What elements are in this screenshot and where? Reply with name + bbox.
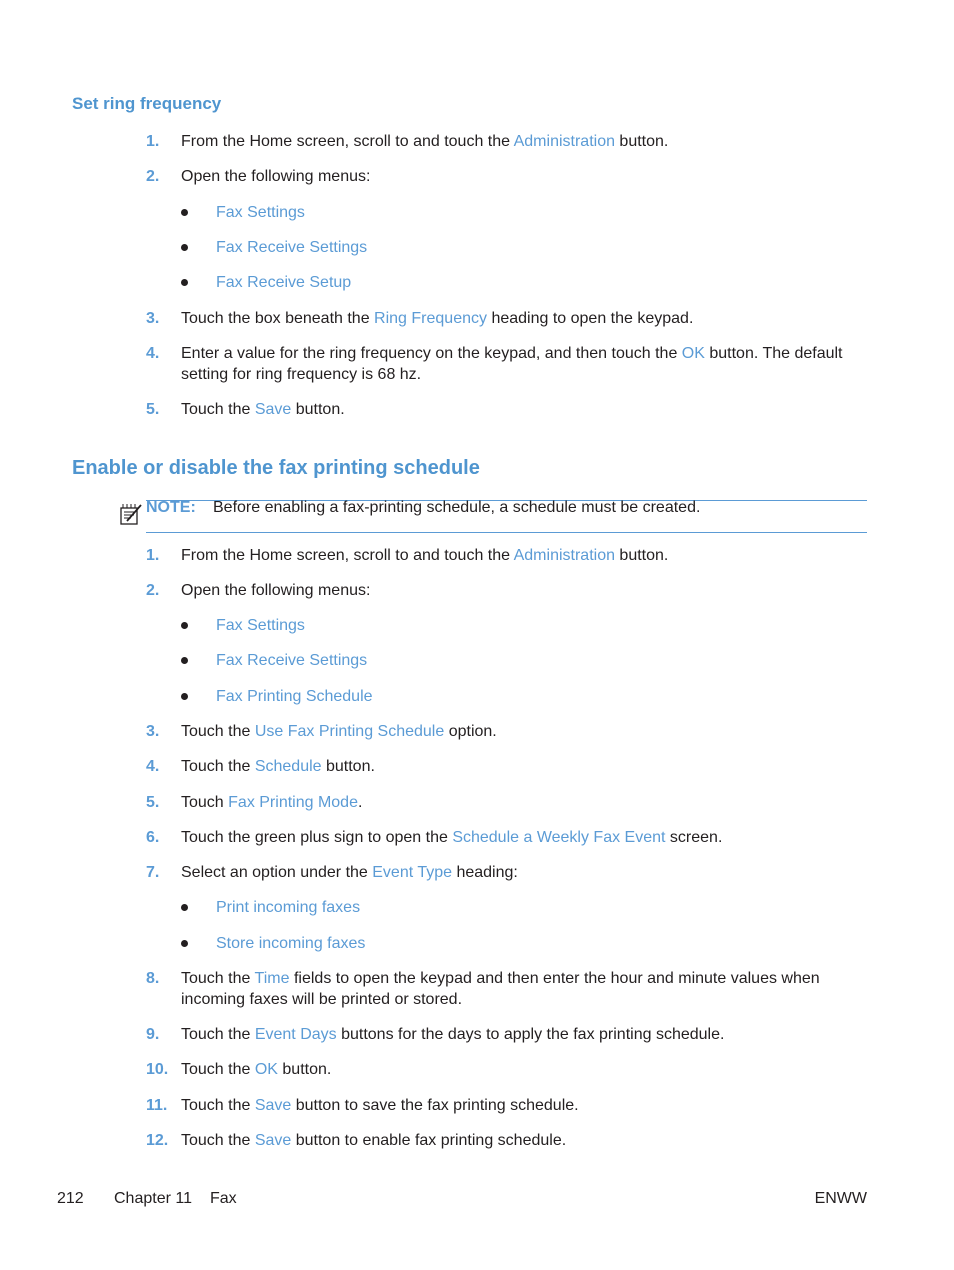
footer-chapter-title: Fax (210, 1190, 237, 1207)
note-label: NOTE: (146, 499, 196, 516)
administration-link: Administration (513, 133, 615, 150)
bullet-icon (181, 209, 188, 216)
schedule-link: Schedule (254, 758, 322, 775)
bullet-icon (181, 693, 188, 700)
bullet-icon (181, 904, 188, 911)
step-number: 3. (146, 310, 160, 327)
section-heading-ring-frequency: Set ring frequency (72, 94, 222, 113)
step-text-post: button. (614, 133, 669, 150)
schedule-weekly-fax-event-link: Schedule a Weekly Fax Event (452, 829, 666, 846)
step-text-post: option. (444, 723, 497, 740)
menu-fax-receive-setup: Fax Receive Setup (216, 274, 352, 291)
menu-fax-printing-schedule: Fax Printing Schedule (216, 688, 373, 705)
step-text-line2: setting for ring frequency is 68 hz. (181, 366, 422, 383)
step-text-post: button. (614, 547, 669, 564)
step-text-pre: From the Home screen, scroll to and touch the (181, 133, 514, 150)
menu-fax-settings: Fax Settings (216, 617, 305, 634)
step-text-pre: Touch (181, 794, 229, 811)
step-text (181, 1024, 861, 1045)
event-type-link: Event Type (372, 864, 453, 881)
step-number: 1. (146, 133, 160, 150)
footer-locale: ENWW (814, 1190, 867, 1207)
step-text-post: button to save the fax printing schedule. (291, 1097, 579, 1114)
step-text (181, 1059, 861, 1080)
step-text-pre: Touch the green plus sign to open the (181, 829, 453, 846)
step-text-post: button. (277, 1061, 332, 1078)
step-number: 2. (146, 582, 160, 599)
step-text-pre: From the Home screen, scroll to and touch the (181, 547, 514, 564)
bullet-icon (181, 279, 188, 286)
step-text-pre: Touch the (181, 401, 255, 418)
step-text: Open the following menus: (181, 168, 371, 185)
step-text-pre: Touch the (181, 723, 255, 740)
step-text-pre: Touch the (181, 1061, 255, 1078)
step-text-post: heading to open the keypad. (487, 310, 694, 327)
step-number: 2. (146, 168, 160, 185)
step-text (181, 862, 861, 883)
step-text (181, 131, 861, 152)
menu-fax-settings: Fax Settings (216, 204, 305, 221)
step-text-post: button. (291, 401, 345, 418)
step-text (181, 827, 861, 848)
step-text (181, 721, 861, 742)
menu-fax-receive-settings: Fax Receive Settings (216, 239, 368, 256)
step-number: 12. (146, 1132, 169, 1149)
step-text-post: . (357, 794, 363, 811)
option-print-incoming-faxes: Print incoming faxes (216, 899, 361, 916)
step-text-pre: Touch the (181, 758, 255, 775)
step-number: 4. (146, 758, 160, 775)
section-heading-fax-printing-schedule: Enable or disable the fax printing schedule (72, 457, 480, 479)
use-fax-printing-schedule-link: Use Fax Printing Schedule (254, 723, 445, 740)
step-number: 5. (146, 401, 160, 418)
step-number: 4. (146, 345, 160, 362)
step-text-post: screen. (665, 829, 723, 846)
save-link: Save (254, 1132, 292, 1149)
bullet-icon (181, 244, 188, 251)
step-text (181, 545, 861, 566)
option-store-incoming-faxes: Store incoming faxes (216, 935, 366, 952)
step-text: Open the following menus: (181, 582, 371, 599)
time-link: Time (254, 970, 290, 987)
step-number: 7. (146, 864, 160, 881)
step-text-pre: Touch the box beneath the (181, 310, 375, 327)
step-text-post: button. The default (704, 345, 843, 362)
note-text: Before enabling a fax-printing schedule, a schedule must be created. (213, 499, 701, 516)
footer-chapter: Chapter 11 (114, 1190, 192, 1207)
step-text-post: fields to open the keypad and then enter the hour and minute values when (289, 970, 820, 987)
bullet-icon (181, 622, 188, 629)
bullet-icon (181, 940, 188, 947)
step-number: 10. (146, 1061, 169, 1078)
save-link: Save (254, 1097, 292, 1114)
fax-printing-mode-link: Fax Printing Mode (228, 794, 358, 811)
administration-link: Administration (513, 547, 615, 564)
step-text-pre: Touch the (181, 1026, 255, 1043)
step-text-post: buttons for the days to apply the fax printing schedule. (336, 1026, 725, 1043)
event-days-link: Event Days (254, 1026, 337, 1043)
step-text-post: heading: (452, 864, 518, 881)
step-text (181, 1130, 861, 1151)
step-text (181, 792, 861, 813)
step-number: 5. (146, 794, 160, 811)
step-text-pre: Touch the (181, 1097, 255, 1114)
step-text (181, 968, 861, 1010)
step-number: 11. (146, 1097, 168, 1114)
note-bottom-rule (146, 532, 867, 533)
step-text-pre: Touch the (181, 970, 255, 987)
ok-link: OK (681, 345, 705, 362)
bullet-icon (181, 657, 188, 664)
step-text (181, 343, 861, 385)
step-text (181, 308, 861, 329)
step-number: 6. (146, 829, 160, 846)
step-text-pre: Select an option under the (181, 864, 373, 881)
step-text-pre: Touch the (181, 1132, 255, 1149)
step-text-pre: Enter a value for the ring frequency on the keypad, and then touch the (181, 345, 682, 362)
step-number: 8. (146, 970, 160, 987)
step-number: 9. (146, 1026, 160, 1043)
note-icon (119, 502, 143, 526)
step-text-post: button to enable fax printing schedule. (291, 1132, 567, 1149)
step-text-post: button. (321, 758, 375, 775)
step-text (181, 399, 861, 420)
step-text-line2: incoming faxes will be printed or stored. (181, 991, 463, 1008)
menu-fax-receive-settings: Fax Receive Settings (216, 652, 368, 669)
step-number: 3. (146, 723, 160, 740)
step-text (181, 1095, 861, 1116)
step-number: 1. (146, 547, 160, 564)
ok-link: OK (254, 1061, 278, 1078)
page-number: 212 (57, 1190, 84, 1207)
save-link: Save (254, 401, 292, 418)
ring-frequency-link: Ring Frequency (374, 310, 487, 327)
step-text (181, 756, 861, 777)
